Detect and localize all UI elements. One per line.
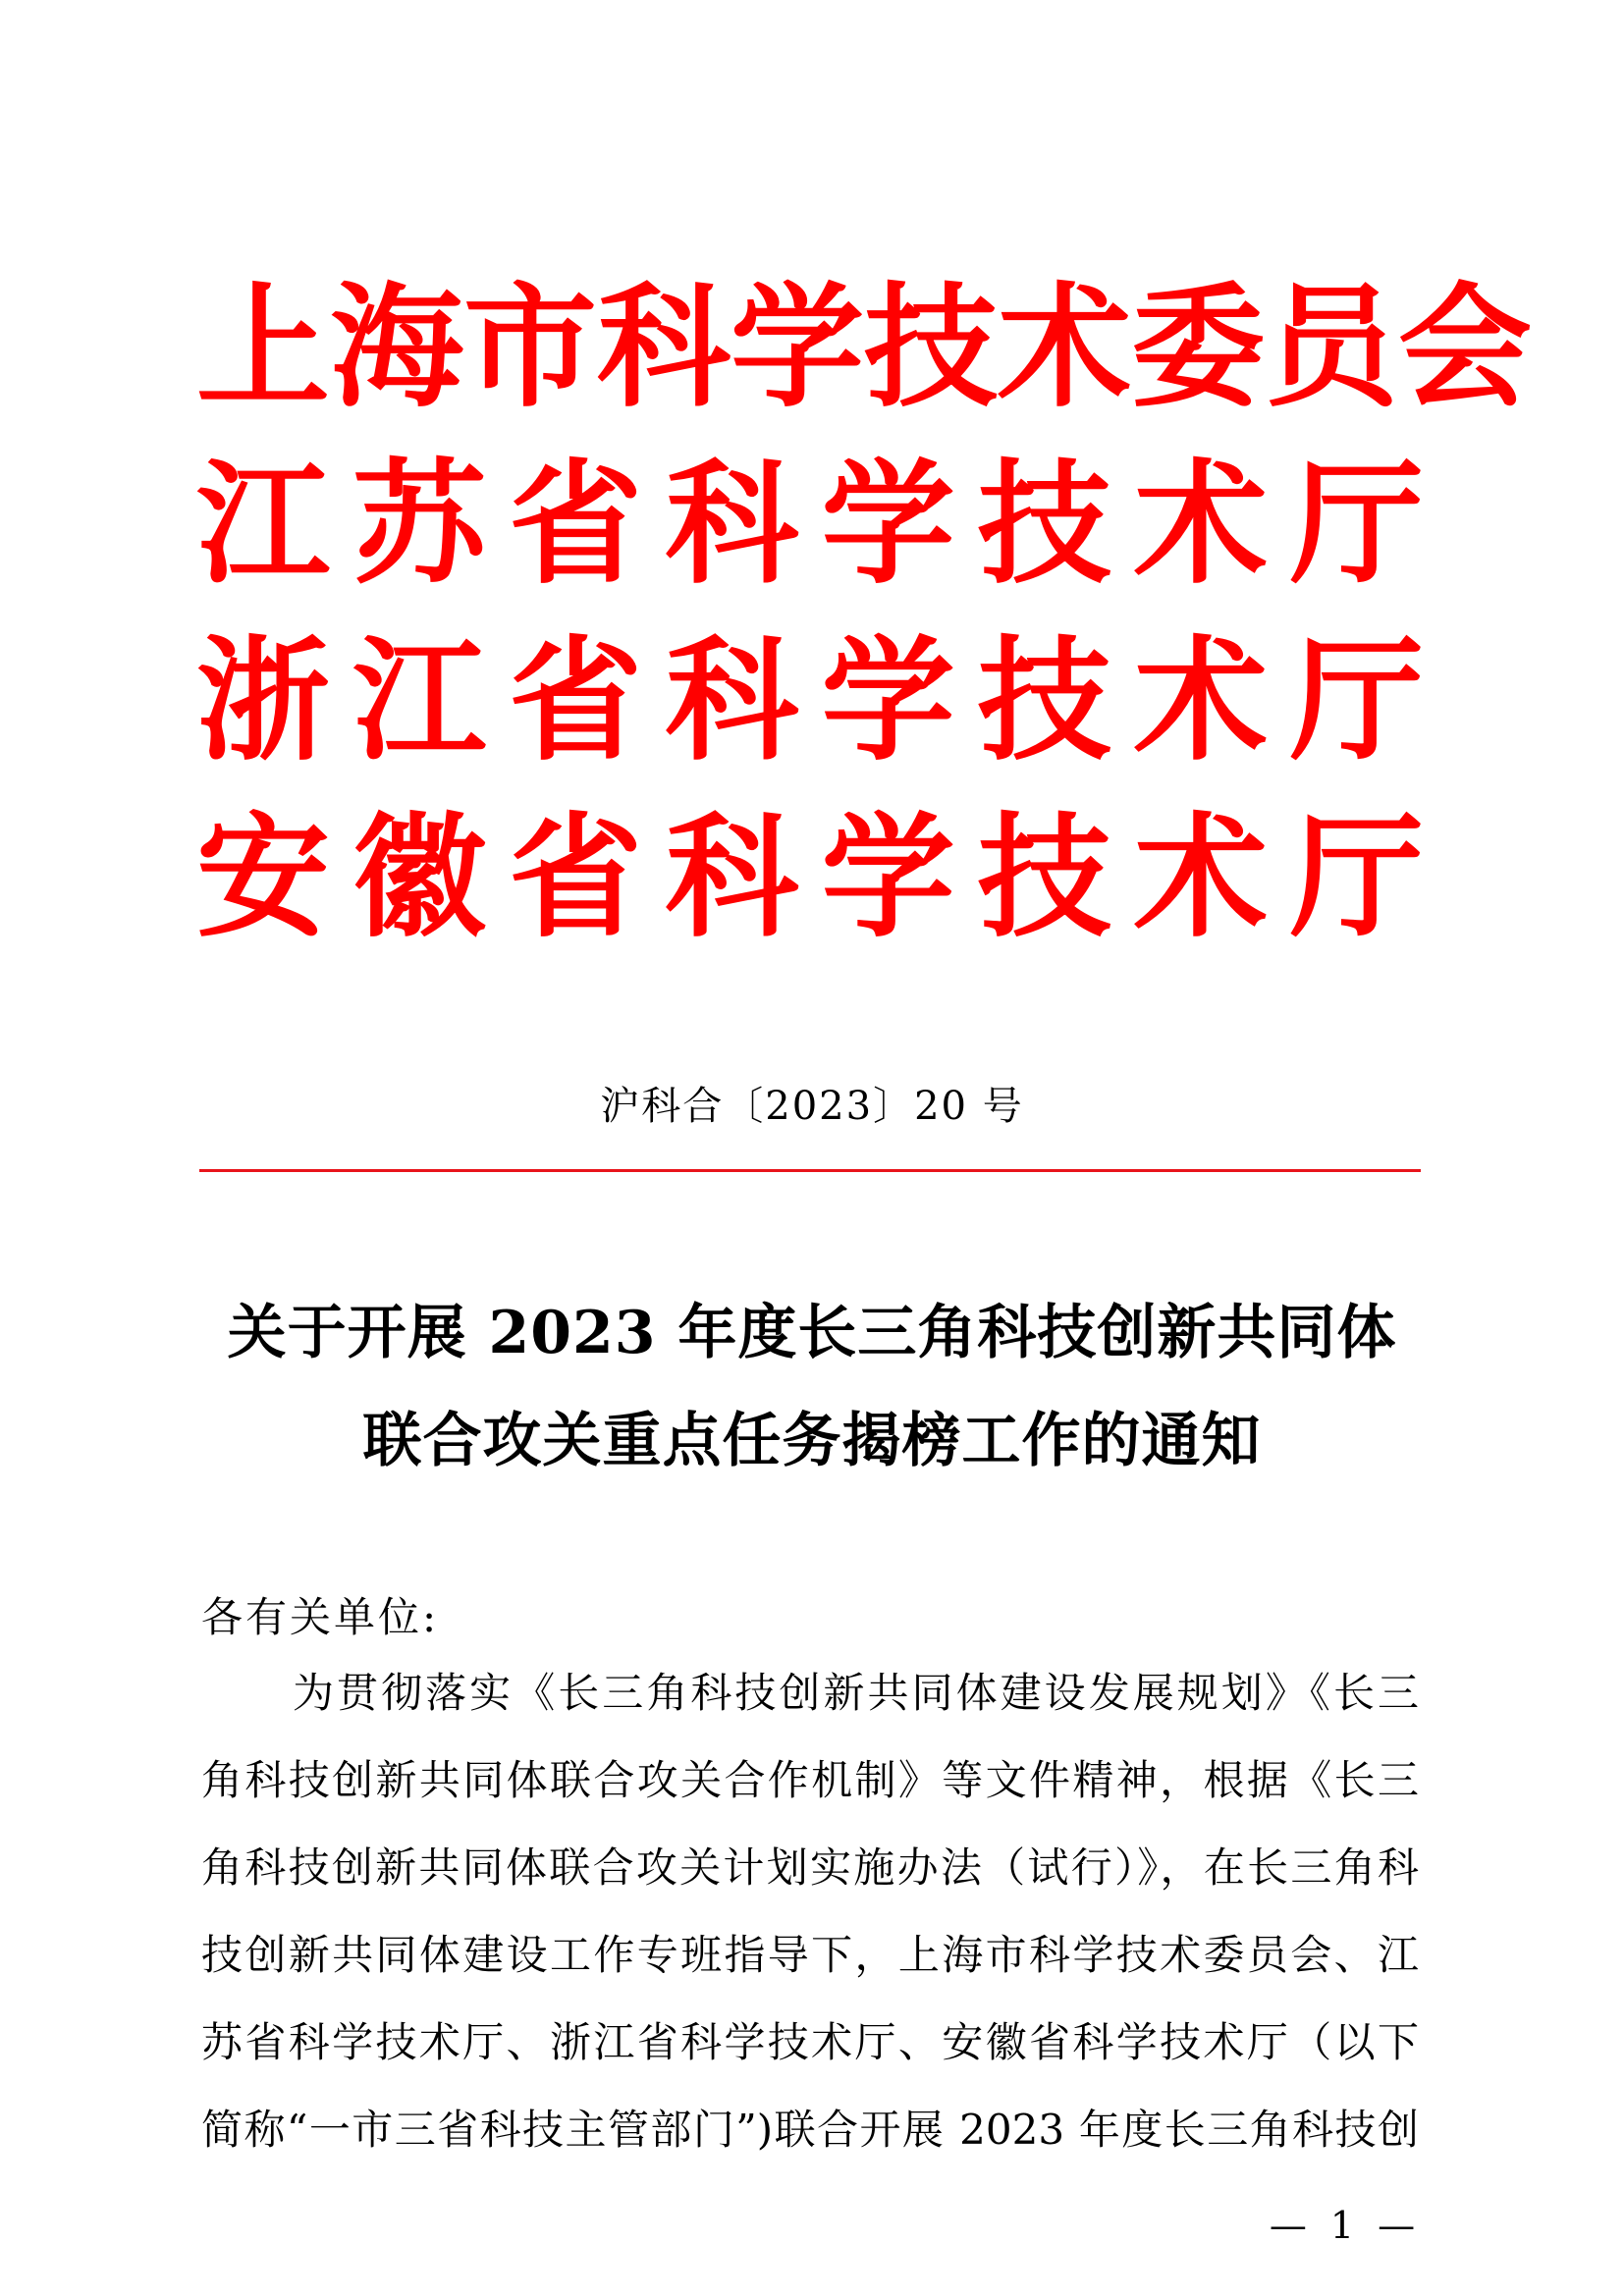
issuer-char: 科: [665, 624, 799, 779]
issuer-char: 术: [998, 271, 1131, 426]
issuer-line-jiangsu: [196, 442, 1424, 609]
issuer-char: 江: [196, 448, 330, 603]
issuer-char: 江: [352, 624, 487, 779]
body-line: 角科技创新共同体联合攻关计划实施办法（试行）》，在长三角科: [201, 1843, 1419, 1892]
issuer-char: 会: [1398, 271, 1532, 426]
issuer-char: 浙: [196, 624, 330, 779]
issuer-char: 厅: [1289, 801, 1424, 956]
issuer-char: 技: [864, 271, 998, 426]
issuer-char: 术: [1133, 801, 1268, 956]
document-title-line-1: 关于开展 2023 年度长三角科技创新共同体: [227, 1299, 1397, 1367]
issuer-char: 安: [196, 801, 330, 956]
issuer-char: 学: [821, 448, 955, 603]
issuer-char: 科: [665, 801, 799, 956]
document-title-line-2: 联合攻关重点任务揭榜工作的通知: [362, 1407, 1262, 1475]
issuer-char: 学: [731, 271, 864, 426]
issuer-char: 海: [330, 271, 463, 426]
issuer-char: 省: [509, 801, 643, 956]
issuer-char: 委: [1131, 271, 1265, 426]
issuer-char: 科: [597, 271, 731, 426]
issuer-char: 徽: [352, 801, 487, 956]
issuer-char: 学: [821, 801, 955, 956]
issuer-char: 苏: [352, 448, 487, 603]
issuer-char: 学: [821, 624, 955, 779]
issuer-char: 技: [977, 448, 1111, 603]
issuer-char: 科: [665, 448, 799, 603]
issuer-char: 厅: [1289, 448, 1424, 603]
issuer-char: 术: [1133, 624, 1268, 779]
issuer-char: 上: [196, 271, 330, 426]
page-number: — 1 —: [1269, 2204, 1422, 2247]
issuer-char: 省: [509, 624, 643, 779]
body-line: 简称“一市三省科技主管部门”)联合开展 2023 年度长三角科技创: [201, 2106, 1419, 2154]
document-number: 沪科合〔2023〕20 号: [600, 1084, 1024, 1129]
issuer-char: 市: [463, 271, 597, 426]
body-line: 技创新共同体建设工作专班指导下，上海市科学技术委员会、江: [201, 1931, 1419, 1979]
red-divider: [199, 1169, 1421, 1172]
issuer-char: 厅: [1289, 624, 1424, 779]
body-line: 苏省科学技术厅、浙江省科学技术厅、安徽省科学技术厅（以下: [201, 2018, 1419, 2066]
issuer-char: 技: [977, 624, 1111, 779]
issuer-line-zhejiang: [196, 618, 1424, 785]
issuer-line-shanghai: [196, 265, 1532, 432]
issuer-char: 员: [1265, 271, 1398, 426]
body-line: 角科技创新共同体联合攻关合作机制》等文件精神，根据《长三: [201, 1756, 1419, 1804]
salutation: 各有关单位:: [201, 1593, 440, 1641]
issuer-char: 术: [1133, 448, 1268, 603]
issuer-char: 技: [977, 801, 1111, 956]
issuer-char: 省: [509, 448, 643, 603]
issuer-line-anhui: [196, 795, 1424, 962]
body-line: 为贯彻落实《长三角科技创新共同体建设发展规划》《长三: [293, 1669, 1419, 1717]
